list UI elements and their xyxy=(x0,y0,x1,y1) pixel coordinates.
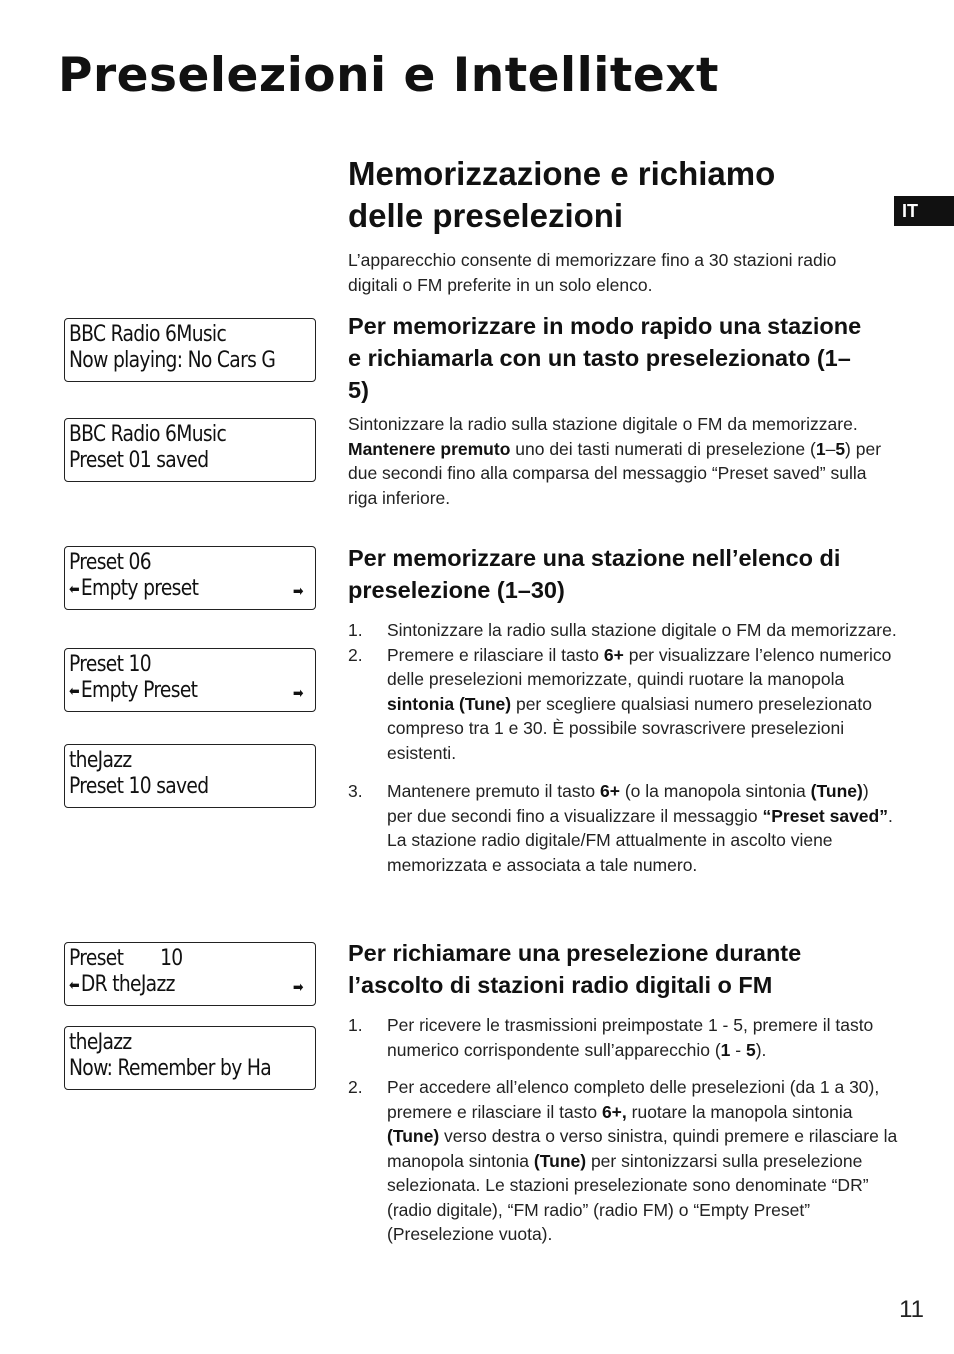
section-quick-preset xyxy=(348,310,898,510)
lcd-line-2-text: Empty preset xyxy=(80,576,199,601)
lcd-line-2 xyxy=(69,972,310,998)
language-tab: IT xyxy=(894,196,954,226)
text-run: per sintonizzarsi sulla preselezione selezionata. Le stazioni preselezionate sono denominate “DR” (radio digitale), “FM radio” (radio FM) o “Empty Preset” (Preselezione vuota). xyxy=(387,1150,869,1244)
main-heading: Memorizzazione e richiamo delle preselezioni xyxy=(348,155,776,234)
text-run: Per ricevere le trasmissioni preimpostate 1 - 5, premere il tasto numerico corrispondente sull’apparecchio ( xyxy=(387,1015,874,1060)
text-run: Sintonizzare la radio sulla stazione digitale o FM da memorizzare. xyxy=(387,620,897,640)
lcd-display-thejazz-saved xyxy=(64,744,316,808)
text-run: per visualizzare l’elenco numerico delle preselezioni memorizzate, quindi ruotare la manopola xyxy=(387,644,892,689)
text-run: ) per due secondi fino a visualizzare il messaggio xyxy=(387,781,869,826)
lcd-display-preset-06 xyxy=(64,546,316,610)
lcd-display-now-playing xyxy=(64,318,316,382)
lcd-display-preset-dr xyxy=(64,942,316,1006)
text-run: . La stazione radio digitale/FM attualmente in ascolto viene memorizzata e associata a tale numero. xyxy=(387,805,893,875)
arrow-right-icon: ➡ xyxy=(292,684,303,702)
lcd-line-1: Preset 10 xyxy=(69,652,151,677)
lcd-display-preset-saved xyxy=(64,418,316,482)
lcd-display-now-playing-jazz xyxy=(64,1026,316,1090)
step-number: 1. xyxy=(348,620,363,640)
text-run: ). xyxy=(755,1039,767,1060)
section-heading: Per richiamare una preselezione durante l’ascolto di stazioni radio digitali o FM xyxy=(348,940,802,998)
text-run: Sintonizzare la radio sulla stazione digitale o FM da memorizzare. xyxy=(348,414,858,434)
intro-text: L’apparecchio consente di memorizzare fino a 30 stazioni radio digitali o FM preferite in un solo elenco. xyxy=(348,250,837,295)
lcd-line-2-text: Empty Preset xyxy=(80,678,198,703)
lcd-line-2: Preset 01 saved xyxy=(69,448,209,473)
text-run: - xyxy=(730,1039,746,1060)
section-preset-list xyxy=(348,542,898,877)
lcd-line-2 xyxy=(69,576,310,602)
arrow-right-icon: ➡ xyxy=(292,978,303,996)
text-run: Mantenere premuto il tasto xyxy=(387,781,601,801)
text-run: (o la manopola sintonia xyxy=(619,781,811,801)
text-bold: 1 xyxy=(815,438,826,459)
text-bold: 1 xyxy=(720,1039,731,1060)
lcd-line-1: BBC Radio 6Music xyxy=(69,322,227,347)
list-item xyxy=(348,1013,898,1062)
text-run: Premere e rilasciare il tasto xyxy=(387,644,604,665)
text-bold: (Tune) xyxy=(387,1126,440,1146)
text-bold: 5 xyxy=(835,438,846,459)
text-bold: Mantenere premuto xyxy=(348,438,511,459)
section-recall-preset xyxy=(348,937,898,1247)
lcd-line-2: Now: Remember by Ha xyxy=(69,1056,272,1081)
lcd-line-2: Now playing: No Cars G xyxy=(69,348,276,373)
section-heading: Per memorizzare una stazione nell’elenco di preselezione (1–30) xyxy=(348,545,841,603)
text-run: per scegliere qualsiasi numero preselezionato compreso tra 1 e 30. È possibile sovrascrivere preselezioni esistenti. xyxy=(387,693,873,763)
page-title: Preselezioni e Intellitext xyxy=(58,48,720,103)
text-bold: (Tune) xyxy=(533,1150,587,1171)
page-number: 11 xyxy=(899,1296,924,1323)
list-item xyxy=(348,643,898,766)
text-bold: 6+, xyxy=(601,1101,627,1122)
arrow-left-icon: ⬅ xyxy=(69,580,80,598)
text-run: – xyxy=(825,438,836,459)
text-bold: 5 xyxy=(745,1039,756,1060)
arrow-left-icon: ⬅ xyxy=(69,976,80,994)
text-bold: 6+ xyxy=(600,781,620,801)
step-number: 3. xyxy=(348,781,363,801)
section-text xyxy=(348,412,888,510)
text-run: verso destra o verso sinistra, quindi premere e rilasciare la manopola sintonia xyxy=(387,1126,898,1171)
list-item xyxy=(348,618,898,643)
lcd-line-1: BBC Radio 6Music xyxy=(69,422,227,447)
lcd-line-1: Preset 06 xyxy=(69,550,151,575)
text-run: ) per due secondi fino alla comparsa del messaggio “Preset saved” sulla riga inferiore. xyxy=(348,438,882,508)
section-heading: Per memorizzare in modo rapido una stazione e richiamarla con un tasto preselezionato (1–5) xyxy=(348,313,862,403)
arrow-left-icon: ⬅ xyxy=(69,682,80,700)
main-section xyxy=(348,153,898,297)
steps-list xyxy=(348,618,898,877)
step-number: 1. xyxy=(348,1015,363,1035)
text-run: ruotare la manopola sintonia xyxy=(626,1101,853,1122)
lcd-line-2: Preset 10 saved xyxy=(69,774,209,799)
text-bold: sintonia (Tune) xyxy=(387,693,512,714)
lcd-line-1: theJazz xyxy=(69,748,132,773)
list-item xyxy=(348,779,898,877)
text-run: Per accedere all’elenco completo delle preselezioni (da 1 a 30), premere e rilasciare il tasto xyxy=(387,1077,880,1122)
lcd-line-2-text: DR theJazz xyxy=(80,972,175,997)
arrow-right-icon: ➡ xyxy=(292,582,303,600)
list-item xyxy=(348,1075,898,1247)
text-run: uno dei tasti numerati di preselezione ( xyxy=(510,438,816,459)
steps-list xyxy=(348,1013,898,1247)
text-bold: (Tune) xyxy=(810,781,863,801)
lcd-line-1: Preset 10 xyxy=(69,946,183,971)
step-number: 2. xyxy=(348,644,363,665)
lcd-line-2 xyxy=(69,678,310,704)
text-bold: “Preset saved” xyxy=(762,805,888,826)
text-bold: 6+ xyxy=(603,644,624,665)
step-number: 2. xyxy=(348,1077,363,1097)
lcd-display-preset-10 xyxy=(64,648,316,712)
lcd-line-1: theJazz xyxy=(69,1030,132,1055)
